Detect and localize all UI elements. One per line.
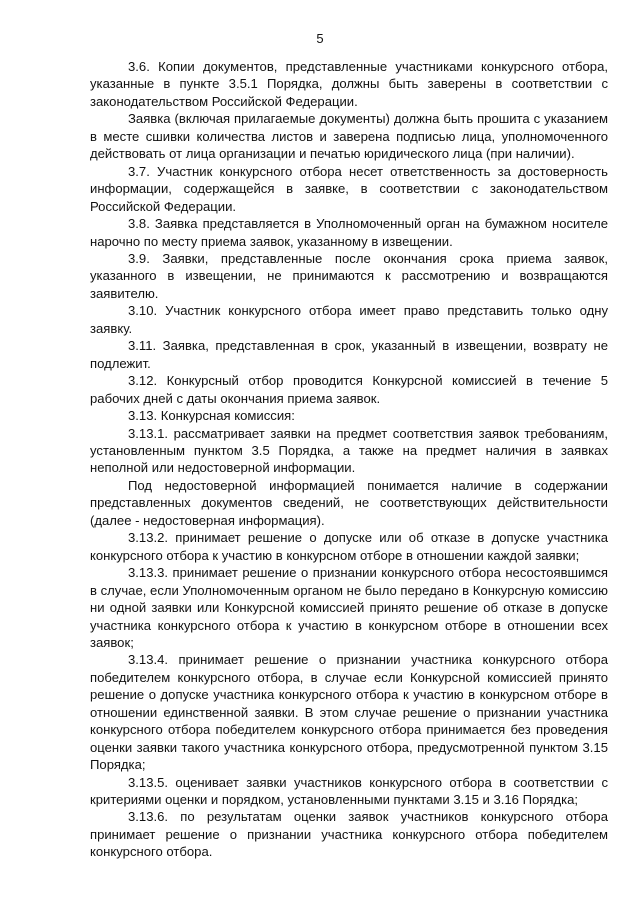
paragraph-3-10: 3.10. Участник конкурсного отбора имеет право представить только одну заявку. [90,303,608,336]
paragraph-3-13-6: 3.13.6. по результатам оценки заявок участников конкурсного отбора принимает решение о признании участника конкурсного отбора победителем конкурсного отбора. [90,809,608,860]
paragraph-3-13-3: 3.13.3. принимает решение о признании конкурсного отбора несостоявшимся в случае, если Уполномоченным органом не было передано в Конкурсную комиссию ни одной заявки или Конкурсной комиссией принято решение об отказе в допуске участника конкурсного отбора к участию в конкурсном отборе в отношении всех заявок; [90,565,608,650]
paragraph-application-binding: Заявка (включая прилагаемые документы) должна быть прошита с указанием в месте сшивки количества листов и заверена подписью лица, уполномоченного действовать от лица организации и печатью юридического лица (при наличии). [90,111,608,162]
paragraph-3-13-2: 3.13.2. принимает решение о допуске или об отказе в допуске участника конкурсного отбора к участию в конкурсном отборе в отношении каждой заявки; [90,530,608,563]
paragraph-false-information-definition: Под недостоверной информацией понимается наличие в содержании представленных документов сведений, не соответствующих действительности (далее - недостоверная информация). [90,477,608,528]
paragraph-3-13-1: 3.13.1. рассматривает заявки на предмет соответствия заявок требованиям, установленным пунктом 3.5 Порядка, а также на предмет наличия в заявках неполной или недостоверной информации. [90,425,608,476]
paragraph-3-11: 3.11. Заявка, представленная в срок, указанный в извещении, возврату не подлежит. [90,338,608,371]
paragraph-3-9: 3.9. Заявки, представленные после окончания срока приема заявок, указанного в извещении, не принимаются к рассмотрению и возвращаются заявителю. [90,250,608,301]
paragraph-3-13-5: 3.13.5. оценивает заявки участников конкурсного отбора в соответствии с критериями оценки и порядком, установленными пунктами 3.15 и 3.16 Порядка; [90,774,608,808]
paragraph-3-13: 3.13. Конкурсная комиссия: [128,408,295,424]
paragraph-3-8: 3.8. Заявка представляется в Уполномоченный орган на бумажном носителе нарочно по месту приема заявок, указанному в извещении. [90,216,608,249]
paragraph-3-7: 3.7. Участник конкурсного отбора несет ответственность за достоверность информации, содержащейся в заявке, в соответствии с законодательством Российской Федерации. [90,163,608,214]
paragraph-3-12: 3.12. Конкурсный отбор проводится Конкурсной комиссией в течение 5 рабочих дней с даты окончания приема заявок. [90,373,608,406]
paragraph-3-13-4: 3.13.4. принимает решение о признании участника конкурсного отбора победителем конкурсного отбора, в случае если Конкурсной комиссией принято решение о допуске участника конкурсного отбора к участию в конкурсном отборе в отношении единственной заявки. В этом случае решение о признании участника конкурсного отбора победителем конкурсного отбора принимается без проведения оценки заявки такого участника конкурсного отбора, предусмотренной пунктом 3.15 Порядка; [90,652,608,773]
page-number: 5 [316,31,324,46]
document-body [90,58,608,861]
paragraph-3-6: 3.6. Копии документов, представленные участниками конкурсного отбора, указанные в пункте 3.5.1 Порядка, должны быть заверены в соответствии с законодательством Российской Федерации. [90,59,608,109]
